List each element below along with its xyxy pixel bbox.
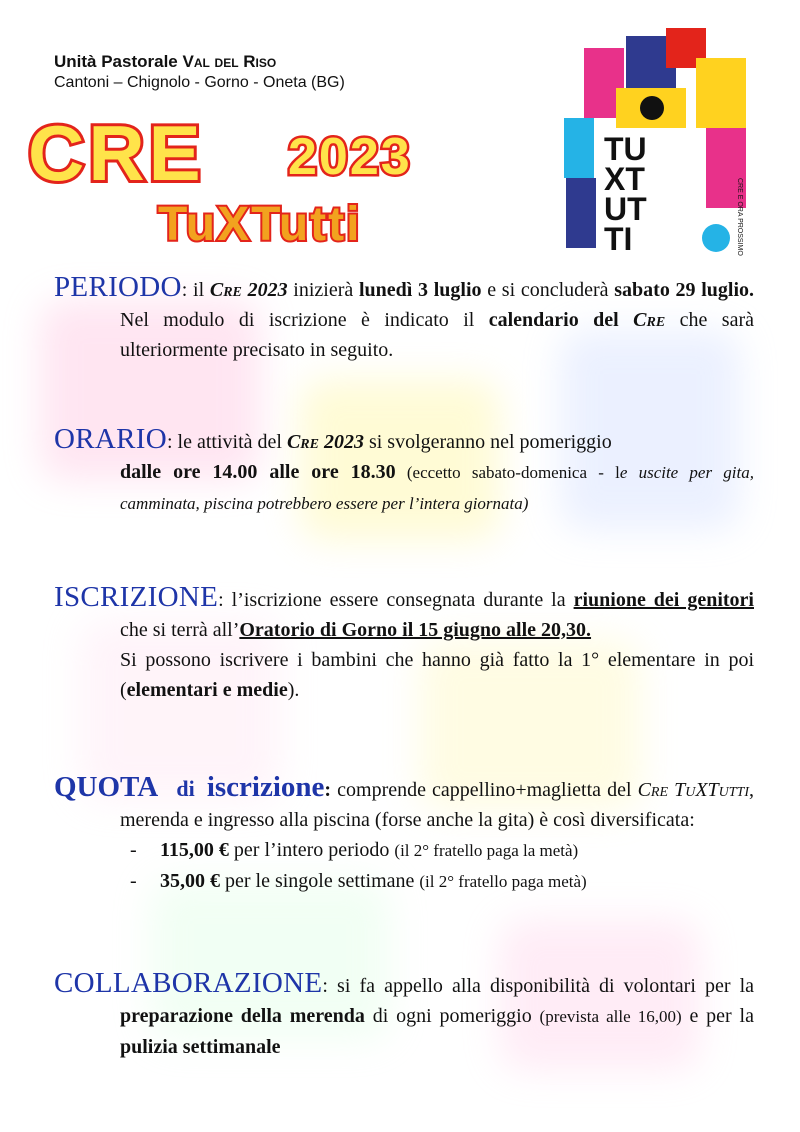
section-periodo xyxy=(54,272,754,365)
poster-letters-4: TI xyxy=(604,221,633,256)
periodo-text-2: inizierà xyxy=(287,279,359,301)
orario-hours: dalle ore 14.00 alle ore 18.30 xyxy=(120,461,396,483)
quota-title: QUOTA xyxy=(54,771,159,803)
quota-item xyxy=(130,835,754,866)
iscrizione-place-date: Oratorio di Gorno il 15 giugno alle 20,30. xyxy=(239,619,592,641)
iscrizione-title: ISCRIZIONE xyxy=(54,581,219,613)
orario-time xyxy=(54,457,754,519)
iscrizione-text-3: Si possono iscrivere i bambini che hanno già fatto la 1° elementare in poi ( xyxy=(120,649,754,701)
cre-logo xyxy=(20,112,550,252)
quota-text-1: comprende cappellino+maglietta del xyxy=(331,779,638,801)
org-name xyxy=(54,52,345,72)
periodo-cre-2: Cre xyxy=(633,309,666,331)
quota-cre-name: Cre TuXTutti xyxy=(637,779,750,801)
periodo-end-date: sabato 29 luglio. xyxy=(614,279,755,301)
logo-year: 2023 xyxy=(288,128,412,186)
quota-di: di xyxy=(176,776,195,801)
quota-title-2: iscrizione xyxy=(206,771,325,803)
collab-title: COLLABORAZIONE xyxy=(54,967,323,999)
iscrizione-eligibility xyxy=(54,645,754,705)
orario-note: (eccetto sabato-domenica - l xyxy=(395,463,620,482)
bullet-dash: - xyxy=(130,839,137,861)
section-collaborazione xyxy=(54,968,754,1062)
section-body xyxy=(54,968,754,1062)
quota-price-list xyxy=(54,835,754,897)
periodo-text-3: e si concluderà xyxy=(487,279,615,301)
org-small-caps: Val del Riso xyxy=(182,52,277,71)
quota-item xyxy=(130,866,754,897)
collab-time-note: (prevista alle 16,00) xyxy=(539,1007,682,1026)
section-body xyxy=(54,424,754,457)
section-orario xyxy=(54,424,754,519)
iscrizione-text-1: : l’iscrizione essere consegnata durante la xyxy=(218,589,574,611)
iscrizione-levels: elementari e medie xyxy=(126,679,288,701)
periodo-start-date: lunedì 3 luglio xyxy=(358,279,482,301)
periodo-text-5: che sarà ulteriormente precisato in seguito. xyxy=(120,309,755,361)
price-full-note: (il 2° fratello paga la metà) xyxy=(394,841,579,860)
periodo-calendar: calendario del xyxy=(488,309,634,331)
section-body xyxy=(54,582,754,645)
poster-side-text: CRE E ORA PROSSIMO xyxy=(736,178,743,256)
price-week-note: (il 2° fratello paga metà) xyxy=(419,872,587,891)
orario-cre: Cre 2023 xyxy=(286,431,364,453)
towns: Cantoni – Chignolo - Gorno - Oneta (BG) xyxy=(54,74,345,91)
section-iscrizione xyxy=(54,582,754,705)
header xyxy=(54,52,345,92)
price-full: 115,00 € xyxy=(160,839,229,861)
quota-text-2: , merenda e ingresso alla piscina (forse anche la gita) è così diversificata: xyxy=(120,779,755,831)
collab-text-2: di ogni pomeriggio xyxy=(364,1005,540,1027)
section-body xyxy=(54,272,754,365)
poster-letters-1: TU xyxy=(604,131,647,167)
collab-text-3: e per la xyxy=(681,1005,754,1027)
orario-text-1: : le attività del xyxy=(166,431,287,453)
collab-cleaning: pulizia settimanale xyxy=(120,1036,281,1058)
iscrizione-text-4: ). xyxy=(287,679,300,701)
orario-text-2: si svolgeranno nel pomeriggio xyxy=(363,431,612,453)
poster-illustration xyxy=(556,28,752,256)
iscrizione-text-2: che si terrà all’ xyxy=(120,619,240,641)
collab-snack: preparazione della merenda xyxy=(120,1005,365,1027)
poster-letters-2: XT xyxy=(604,161,645,197)
periodo-title: PERIODO xyxy=(54,271,182,303)
iscrizione-meeting: riunione dei genitori xyxy=(573,589,754,611)
periodo-text-1: : il xyxy=(181,279,210,301)
periodo-cre: Cre 2023 xyxy=(209,279,288,301)
periodo-text-4: Nel modulo di iscrizione è indicato il xyxy=(120,309,489,331)
poster-letters-3: UT xyxy=(604,191,647,227)
logo-cre: CRE xyxy=(28,112,205,197)
orario-note-italic: e uscite per gita, camminata, piscina potrebbero essere per l’intera giornata) xyxy=(120,463,754,513)
logo-motto: TuXTutti xyxy=(158,198,362,251)
collab-text-1: : si fa appello alla disponibilità di volontari per la xyxy=(322,975,754,997)
section-quota xyxy=(54,772,754,897)
price-week-text: per le singole settimane xyxy=(220,870,420,892)
bullet-dash: - xyxy=(130,870,137,892)
price-full-text: per l’intero periodo xyxy=(228,839,395,861)
price-week: 35,00 € xyxy=(160,870,220,892)
orario-title: ORARIO xyxy=(54,423,167,455)
org-prefix: Unità Pastorale xyxy=(54,52,183,71)
quota-colon: : xyxy=(324,779,332,801)
section-body xyxy=(54,772,754,835)
